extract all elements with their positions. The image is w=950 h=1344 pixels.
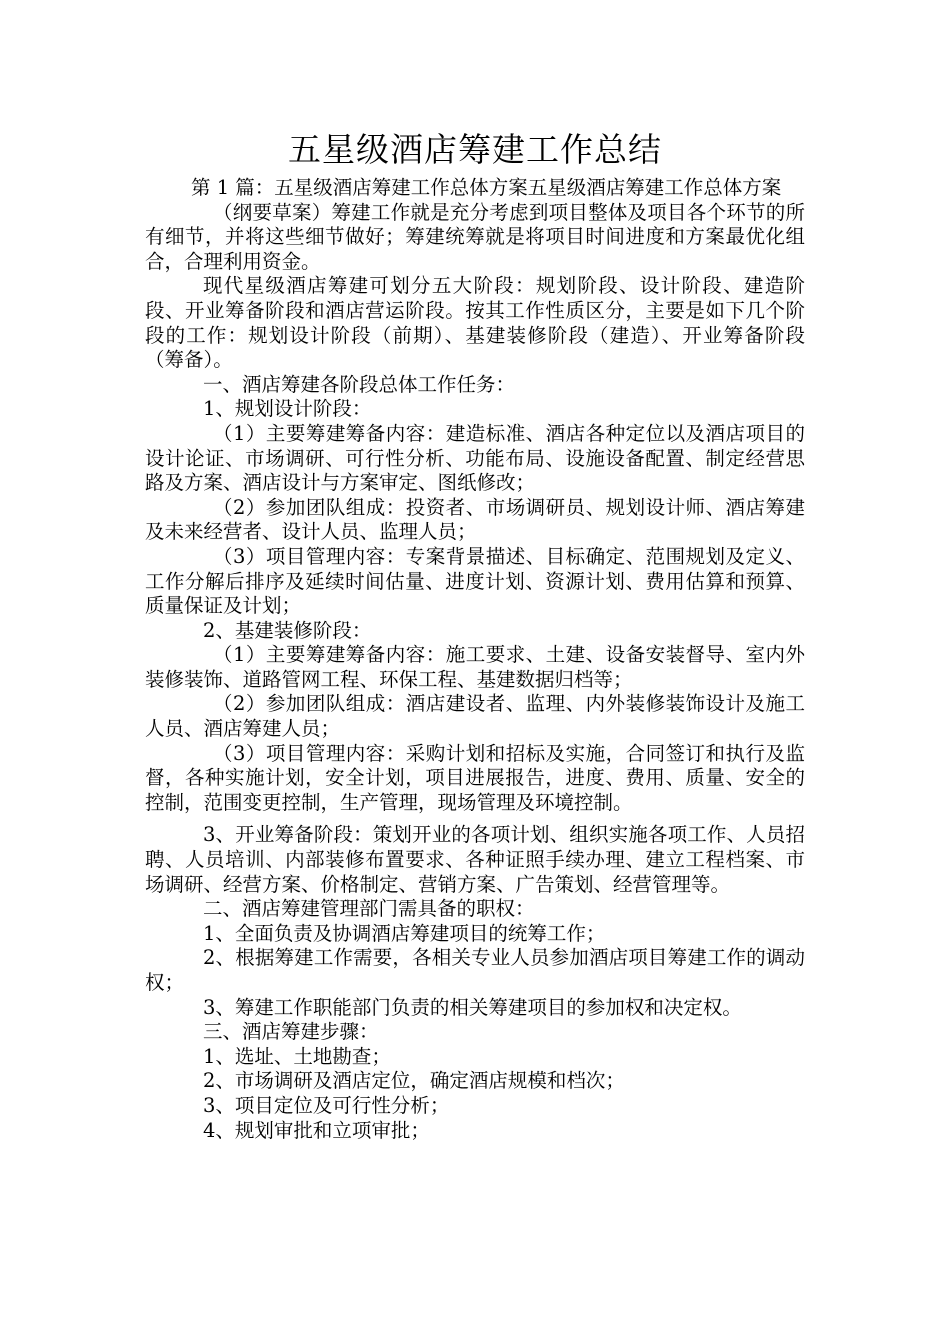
- body-paragraph: 1、规划设计阶段：: [203, 397, 372, 421]
- body-paragraph: （2）参加团队组成：投资者、市场调研员、规划设计师、酒店筹建及未来经营者、设计人员、监理人员；: [145, 495, 805, 544]
- body-paragraph: 4、规划审批和立项审批；: [203, 1118, 430, 1142]
- body-paragraph: （3）项目管理内容：采购计划和招标及实施，合同签订和执行及监督，各种实施计划，安全计划，项目进展报告，进度、费用、质量、安全的控制，范围变更控制，生产管理，现场管理及环境控制。: [145, 741, 805, 814]
- body-paragraph: （3）项目管理内容：专案背景描述、目标确定、范围规划及定义、工作分解后排序及延续时间估量、进度计划、资源计划、费用估算和预算、质量保证及计划；: [145, 544, 805, 618]
- body-paragraph: 二、酒店筹建管理部门需具备的职权：: [203, 897, 535, 921]
- body-paragraph: 3、开业筹备阶段：策划开业的各项计划、组织实施各项工作、人员招聘、人员培训、内部装修布置要求、各种证照手续办理、建立工程档案、市场调研、经营方案、价格制定、营销方案、广告策划、经营管理等。: [145, 823, 805, 896]
- body-paragraph: 3、筹建工作职能部门负责的相关筹建项目的参加权和决定权。: [203, 995, 742, 1019]
- body-paragraph: （纲要草案）筹建工作就是充分考虑到项目整体及项目各个环节的所有细节，并将这些细节做好；筹建统筹就是将项目时间进度和方案最优化组合，合理利用资金。: [145, 200, 805, 273]
- body-paragraph: 三、酒店筹建步骤：: [203, 1020, 379, 1044]
- body-paragraph: 一、酒店筹建各阶段总体工作任务：: [203, 372, 516, 396]
- body-paragraph: 现代星级酒店筹建可划分五大阶段：规划阶段、设计阶段、建造阶段、开业筹备阶段和酒店营运阶段。按其工作性质区分，主要是如下几个阶段的工作：规划设计阶段（前期）、基建装修阶段（建造）、开业筹备阶段（筹备）。: [145, 274, 805, 372]
- body-paragraph: 1、全面负责及协调酒店筹建项目的统筹工作；: [203, 921, 606, 945]
- body-paragraph: 第 1 篇：五星级酒店筹建工作总体方案五星级酒店筹建工作总体方案: [191, 176, 782, 199]
- body-paragraph: 2、市场调研及酒店定位，确定酒店规模和档次；: [203, 1069, 625, 1093]
- document-page: [145, 126, 805, 1143]
- body-paragraph: （2）参加团队组成：酒店建设者、监理、内外装修装饰设计及施工人员、酒店筹建人员；: [145, 692, 805, 741]
- body-paragraph: 3、项目定位及可行性分析；: [203, 1093, 450, 1117]
- body-paragraph: 1、选址、土地勘查；: [203, 1044, 391, 1068]
- body-paragraph: 2、根据筹建工作需要，各相关专业人员参加酒店项目筹建工作的调动权；: [145, 946, 805, 994]
- document-body: [145, 176, 805, 1143]
- body-paragraph: （1）主要筹建筹备内容：施工要求、土建、设备安装督导、室内外装修装饰、道路管网工程、环保工程、基建数据归档等；: [145, 643, 805, 691]
- body-paragraph: 2、基建装修阶段：: [203, 618, 372, 642]
- document-title: 五星级酒店筹建工作总结: [288, 130, 662, 169]
- body-paragraph: （1）主要筹建筹备内容：建造标准、酒店各种定位以及酒店项目的设计论证、市场调研、可行性分析、功能布局、设施设备配置、制定经营思路及方案、酒店设计与方案审定、图纸修改；: [145, 421, 805, 495]
